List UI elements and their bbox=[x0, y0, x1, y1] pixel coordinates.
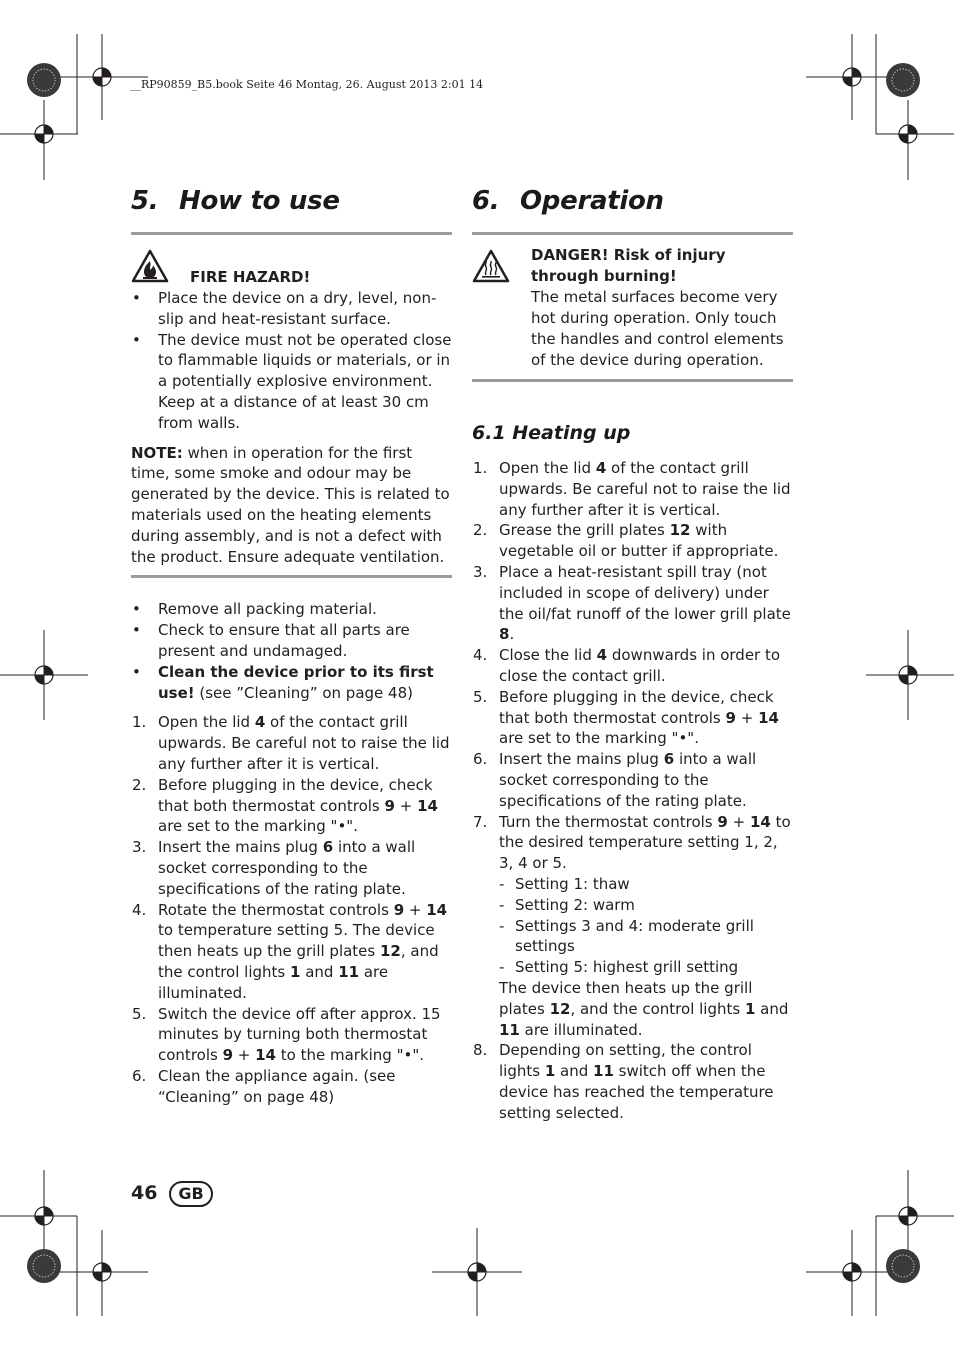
list-item bbox=[131, 900, 452, 1004]
step-text: Rotate the thermostat controls bbox=[158, 900, 394, 919]
part-ref: 9 bbox=[222, 1046, 234, 1065]
page-number: 46 bbox=[131, 1182, 158, 1204]
step-text: Switch the device off after approx. 15 minutes by turning both thermostat controls bbox=[158, 1004, 441, 1065]
step-number: 6. bbox=[132, 1066, 147, 1085]
part-ref: 11 bbox=[593, 1062, 614, 1081]
fire-warning-icon bbox=[131, 249, 169, 289]
step-number: 2. bbox=[132, 775, 147, 794]
part-ref: 12 bbox=[549, 999, 571, 1018]
warning-label: FIRE HAZARD! bbox=[190, 268, 311, 286]
list-item bbox=[131, 662, 452, 704]
temperature-settings-list bbox=[499, 874, 793, 978]
list-item: • Check to ensure that all parts are present and undamaged. bbox=[131, 620, 452, 662]
fire-hazard-warning bbox=[131, 235, 452, 288]
part-ref: 14 bbox=[255, 1046, 276, 1065]
part-ref: 12 bbox=[380, 942, 401, 961]
list-item bbox=[472, 520, 793, 562]
part-ref: 12 bbox=[669, 521, 691, 540]
step-text: to the desired temperature setting 1, 2, 3, 4 or 5. bbox=[499, 812, 791, 873]
heating-steps bbox=[472, 458, 793, 1124]
divider bbox=[472, 379, 793, 382]
list-item bbox=[131, 1066, 452, 1108]
hot-surface-icon bbox=[472, 249, 510, 289]
step-text: Depending on setting, the control lights bbox=[499, 1041, 752, 1081]
step-text: and bbox=[755, 999, 789, 1018]
danger-text: The metal surfaces become very hot during operation. Only touch the handles and control elements of the device during operation. bbox=[531, 288, 784, 369]
part-ref: 6 bbox=[322, 838, 334, 857]
step-text: + bbox=[727, 812, 750, 831]
part-ref: 14 bbox=[758, 708, 779, 727]
list-item bbox=[472, 812, 793, 1041]
list-item bbox=[472, 687, 793, 749]
step-number: 1. bbox=[473, 459, 488, 477]
list-item: - Setting 5: highest grill setting bbox=[499, 957, 793, 978]
step-number: 3. bbox=[132, 838, 147, 857]
step-number: 5. bbox=[132, 1004, 147, 1023]
danger-title: DANGER! Risk of injury through burning! bbox=[531, 246, 726, 285]
subsection-title: 6.1 Heating up bbox=[472, 422, 631, 444]
language-badge: GB bbox=[169, 1181, 213, 1207]
list-item: - Setting 1: thaw bbox=[499, 874, 793, 895]
part-ref: 1 bbox=[544, 1062, 556, 1081]
step-text: The device then heats up the grill plates bbox=[499, 978, 753, 1018]
step-number: 7. bbox=[473, 812, 488, 831]
step-text: Insert the mains plug bbox=[158, 838, 323, 857]
section-title-operation bbox=[472, 180, 793, 222]
list-item: • The device must not be operated close to flammable liquids or materials, or in a potentially explosive environment. Keep at a distance of at least 30 cm from walls. bbox=[131, 330, 452, 434]
step-number: 1. bbox=[132, 713, 147, 732]
step-text: + bbox=[404, 900, 427, 919]
list-item: • Place the device on a dry, level, non-slip and heat-resistant surface. bbox=[131, 288, 452, 330]
step-number: 6. bbox=[473, 750, 488, 769]
step-text: , and the control lights bbox=[570, 999, 745, 1018]
step-text: are illuminated. bbox=[519, 1020, 643, 1039]
step-number: 4. bbox=[473, 646, 488, 665]
step-text: Before plugging in the device, check that both thermostat controls bbox=[499, 687, 774, 727]
step-number: 5. bbox=[473, 687, 488, 706]
step-text: into a wall socket corresponding to the specifications of the rating plate. bbox=[499, 750, 757, 810]
part-ref: 14 bbox=[426, 900, 448, 919]
part-ref: 11 bbox=[338, 962, 360, 981]
section-title-text: Operation bbox=[520, 186, 664, 216]
step-text: to the marking "•". bbox=[276, 1046, 425, 1065]
column-operation bbox=[472, 180, 793, 1124]
note-label: NOTE: bbox=[131, 443, 183, 462]
part-ref: 14 bbox=[417, 796, 438, 815]
step-text: and bbox=[555, 1062, 594, 1081]
step-text: and bbox=[300, 962, 339, 981]
step-text: , and the control lights bbox=[158, 942, 439, 981]
part-ref: 4 bbox=[254, 713, 266, 732]
step-text: are set to the marking "•". bbox=[499, 729, 699, 748]
step-continuation bbox=[499, 978, 793, 1040]
step-number: 8. bbox=[473, 1041, 488, 1060]
part-ref: 11 bbox=[499, 1020, 520, 1039]
list-item bbox=[472, 1040, 793, 1123]
part-ref: 14 bbox=[749, 812, 771, 831]
clean-notice: Clean the device prior to its first use! bbox=[158, 662, 434, 702]
column-how-to-use bbox=[131, 180, 452, 1107]
part-ref: 4 bbox=[596, 646, 608, 665]
list-item: - Setting 2: warm bbox=[499, 895, 793, 916]
step-text: downwards in order to close the contact grill. bbox=[499, 646, 781, 685]
step-number: 2. bbox=[473, 521, 488, 540]
list-item bbox=[472, 562, 793, 645]
note bbox=[131, 443, 452, 568]
section-title-text: How to use bbox=[179, 186, 340, 216]
list-item bbox=[131, 1004, 452, 1066]
step-text: are illuminated. bbox=[158, 962, 389, 1002]
step-text: of the contact grill upwards. Be careful not to raise the lid any further after it is vertical. bbox=[158, 713, 450, 773]
list-item bbox=[131, 775, 452, 837]
section-number: 6. bbox=[472, 186, 500, 216]
list-item bbox=[472, 458, 793, 520]
list-item: - Settings 3 and 4: moderate grill settings bbox=[499, 916, 793, 958]
list-item bbox=[472, 645, 793, 687]
part-ref: 9 bbox=[384, 796, 395, 815]
first-use-steps bbox=[131, 712, 452, 1107]
step-text: Close the lid bbox=[499, 646, 597, 665]
step-number: 3. bbox=[473, 562, 488, 581]
part-ref: 8 bbox=[499, 625, 510, 644]
step-text: switch off when the device has reached the temperature setting selected. bbox=[499, 1062, 774, 1122]
step-text: Clean the appliance again. (see “Cleaning” on page 48) bbox=[158, 1066, 396, 1106]
part-ref: 9 bbox=[725, 708, 736, 727]
step-text: Grease the grill plates bbox=[499, 521, 670, 540]
part-ref: 9 bbox=[717, 812, 728, 831]
step-text: Open the lid bbox=[499, 459, 596, 477]
step-text: . bbox=[509, 625, 515, 644]
step-text: of the contact grill upwards. Be careful not to raise the lid any further after it is vertical. bbox=[499, 459, 791, 519]
step-text: + bbox=[233, 1046, 256, 1065]
print-info: __RP90859_B5.book Seite 46 Montag, 26. August 2013 2:01 14 bbox=[130, 78, 484, 91]
step-text: Before plugging in the device, check that both thermostat controls bbox=[158, 775, 433, 815]
part-ref: 4 bbox=[595, 459, 607, 477]
part-ref: 1 bbox=[289, 962, 301, 981]
step-text: + bbox=[394, 796, 418, 815]
step-text: Open the lid bbox=[158, 713, 255, 732]
list-item bbox=[131, 712, 452, 774]
step-text: into a wall socket corresponding to the specifications of the rating plate. bbox=[158, 838, 416, 898]
section-title-how-to-use bbox=[131, 180, 452, 222]
preparation-list bbox=[131, 599, 452, 703]
part-ref: 9 bbox=[393, 900, 405, 919]
burn-danger-warning bbox=[472, 235, 793, 371]
list-item: • Remove all packing material. bbox=[131, 599, 452, 620]
warning-list bbox=[131, 288, 452, 434]
step-text: are set to the marking "•". bbox=[158, 817, 358, 836]
step-text: Turn the thermostat controls bbox=[499, 812, 718, 831]
note-text: when in operation for the first time, some smoke and odour may be generated by the device. This is related to materials used on the heating elements during assembly, and is not a defect with the product. Ensure adequate ventilation. bbox=[131, 443, 450, 566]
clean-reference: (see ”Cleaning” on page 48) bbox=[194, 683, 413, 702]
step-text: + bbox=[735, 708, 759, 727]
list-item bbox=[131, 837, 452, 899]
step-text: to temperature setting 5. The device then heats up the grill plates bbox=[158, 921, 435, 961]
step-text: with vegetable oil or butter if appropriate. bbox=[499, 521, 779, 561]
section-number: 5. bbox=[131, 186, 159, 216]
part-ref: 6 bbox=[663, 750, 675, 769]
list-item bbox=[472, 749, 793, 811]
step-text: Insert the mains plug bbox=[499, 750, 664, 769]
step-number: 4. bbox=[132, 900, 147, 919]
part-ref: 1 bbox=[744, 999, 756, 1018]
step-text: Place a heat-resistant spill tray (not included in scope of delivery) under the oil/fat runoff of the lower grill plate bbox=[499, 562, 791, 623]
